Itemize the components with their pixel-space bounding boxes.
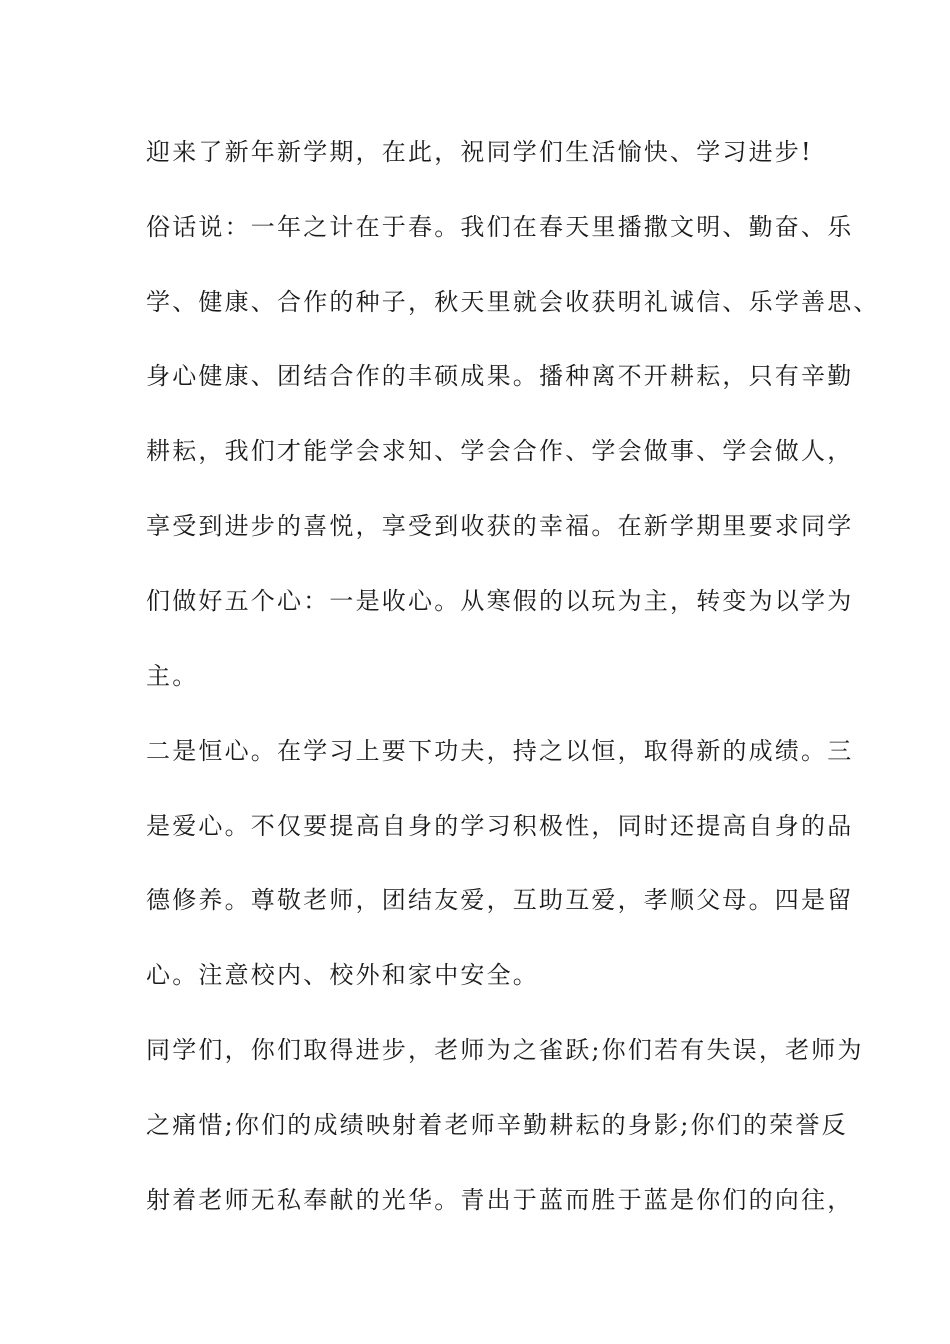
text-line: 学、健康、合作的种子，秋天里就会收获明礼诚信、乐学善思、	[146, 288, 880, 316]
text-line: 耕耘，我们才能学会求知、学会合作、学会做事、学会做人，	[146, 437, 854, 465]
text-line: 德修养。尊敬老师，团结友爱，互助互爱，孝顺父母。四是留	[146, 886, 854, 914]
text-line: 是爱心。不仅要提高自身的学习积极性，同时还提高自身的品	[146, 812, 854, 840]
text-line: 二是恒心。在学习上要下功夫，持之以恒，取得新的成绩。三	[146, 737, 854, 765]
text-line: 之痛惜;你们的成绩映射着老师辛勤耕耘的身影;你们的荣誉反	[146, 1111, 848, 1139]
text-line: 身心健康、团结合作的丰硕成果。播种离不开耕耘，只有辛勤	[146, 362, 854, 390]
text-line: 主。	[146, 662, 199, 690]
text-line: 同学们，你们取得进步，老师为之雀跃;你们若有失误，老师为	[146, 1036, 864, 1064]
text-line: 俗话说：一年之计在于春。我们在春天里播撒文明、勤奋、乐	[146, 213, 854, 241]
text-line: 迎来了新年新学期，在此，祝同学们生活愉快、学习进步!	[146, 138, 813, 166]
text-line: 享受到进步的喜悦，享受到收获的幸福。在新学期里要求同学	[146, 512, 854, 540]
text-line: 心。注意校内、校外和家中安全。	[146, 961, 539, 989]
text-line: 们做好五个心：一是收心。从寒假的以玩为主，转变为以学为	[146, 587, 854, 615]
text-line: 射着老师无私奉献的光华。青出于蓝而胜于蓝是你们的向往，	[146, 1186, 854, 1214]
